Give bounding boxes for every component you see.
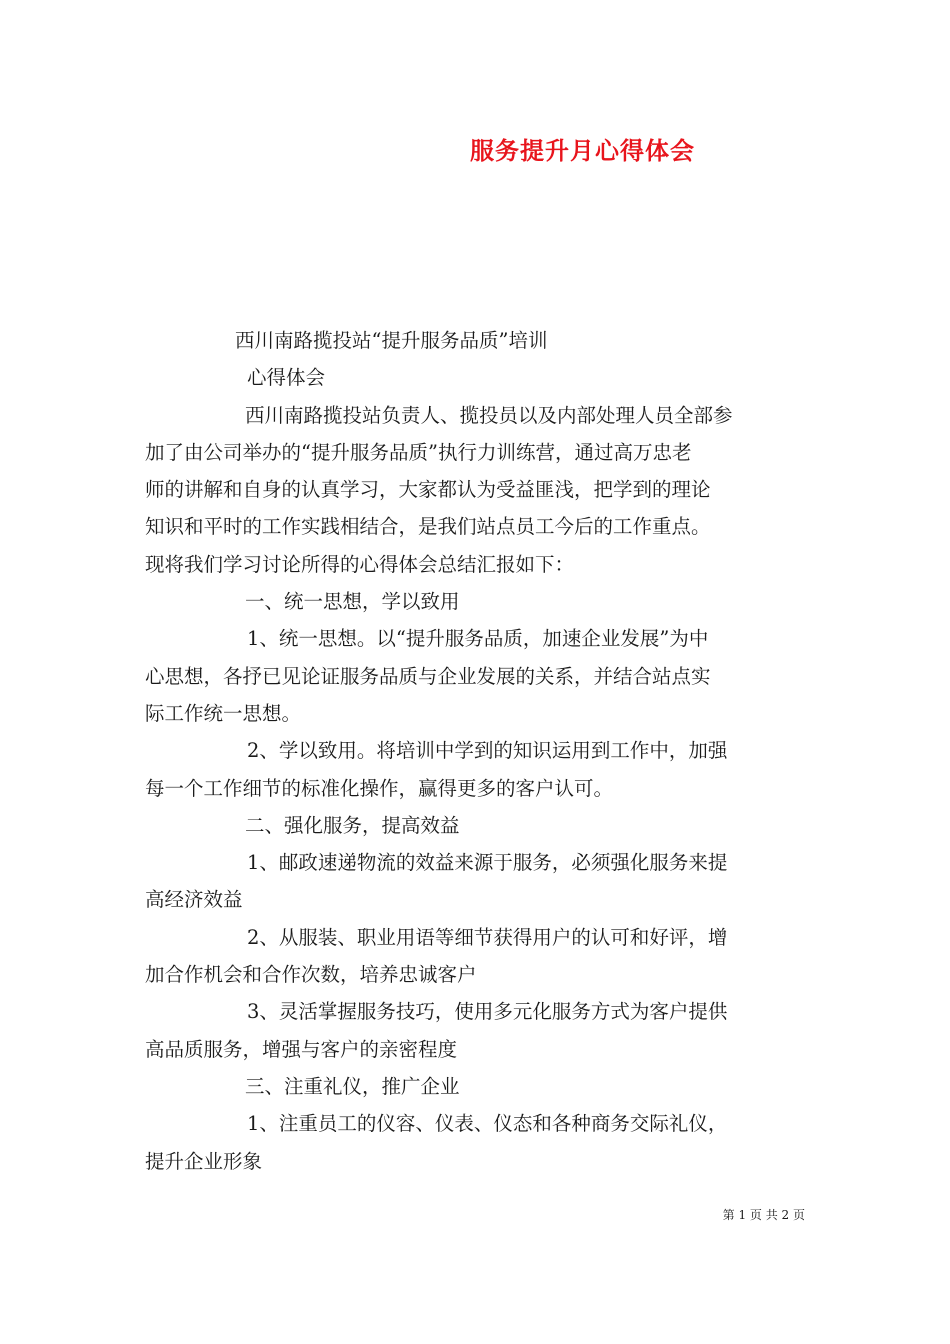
paragraph-line: 提升企业形象 (145, 1149, 263, 1173)
paragraph-line: 加合作机会和合作次数，培养忠诚客户 (145, 963, 477, 987)
paragraph-line: 1、邮政速递物流的效益来源于服务，必须强化服务来提 (247, 851, 728, 875)
paragraph-line: 1、注重员工的仪容、仪表、仪态和各种商务交际礼仪， (247, 1112, 728, 1136)
paragraph-line: 3、灵活掌握服务技巧，使用多元化服务方式为客户提供 (247, 1000, 728, 1024)
section-heading: 二、强化服务，提高效益 (245, 813, 460, 837)
section-heading: 一、统一思想，学以致用 (245, 590, 460, 614)
document-title: 服务提升月心得体会 (470, 137, 695, 165)
paragraph-line: 际工作统一思想。 (145, 701, 302, 725)
page-number: 第 1 页 共 2 页 (722, 1208, 805, 1222)
paragraph-line: 心思想，各抒已见论证服务品质与企业发展的关系，并结合站点实 (145, 664, 711, 688)
paragraph-line: 2、从服装、职业用语等细节获得用户的认可和好评，增 (247, 925, 728, 949)
paragraph-line: 高品质服务，增强与客户的亲密程度 (145, 1037, 458, 1061)
paragraph-line: 1、统一思想。以“提升服务品质，加速企业发展”为中 (247, 627, 709, 651)
paragraph-line: 2、学以致用。将培训中学到的知识运用到工作中，加强 (247, 739, 728, 763)
section-heading: 三、注重礼仪，推广企业 (245, 1074, 460, 1098)
document-body (145, 322, 810, 1180)
paragraph-line: 现将我们学习讨论所得的心得体会总结汇报如下： (145, 552, 575, 576)
paragraph-line: 知识和平时的工作实践相结合，是我们站点员工今后的工作重点。 (145, 515, 711, 539)
paragraph-line: 西川南路揽投站负责人、揽投员以及内部处理人员全部参 (245, 403, 733, 427)
subtitle-line-1: 西川南路揽投站“提升服务品质”培训 (235, 329, 548, 352)
paragraph-line: 高经济效益 (145, 888, 243, 912)
subtitle-line-2: 心得体会 (247, 366, 326, 390)
paragraph-line: 师的讲解和自身的认真学习，大家都认为受益匪浅，把学到的理论 (145, 478, 711, 502)
paragraph-line: 加了由公司举办的“提升服务品质”执行力训练营，通过高万忠老 (145, 440, 692, 464)
paragraph-line: 每一个工作细节的标准化操作，赢得更多的客户认可。 (145, 776, 614, 800)
